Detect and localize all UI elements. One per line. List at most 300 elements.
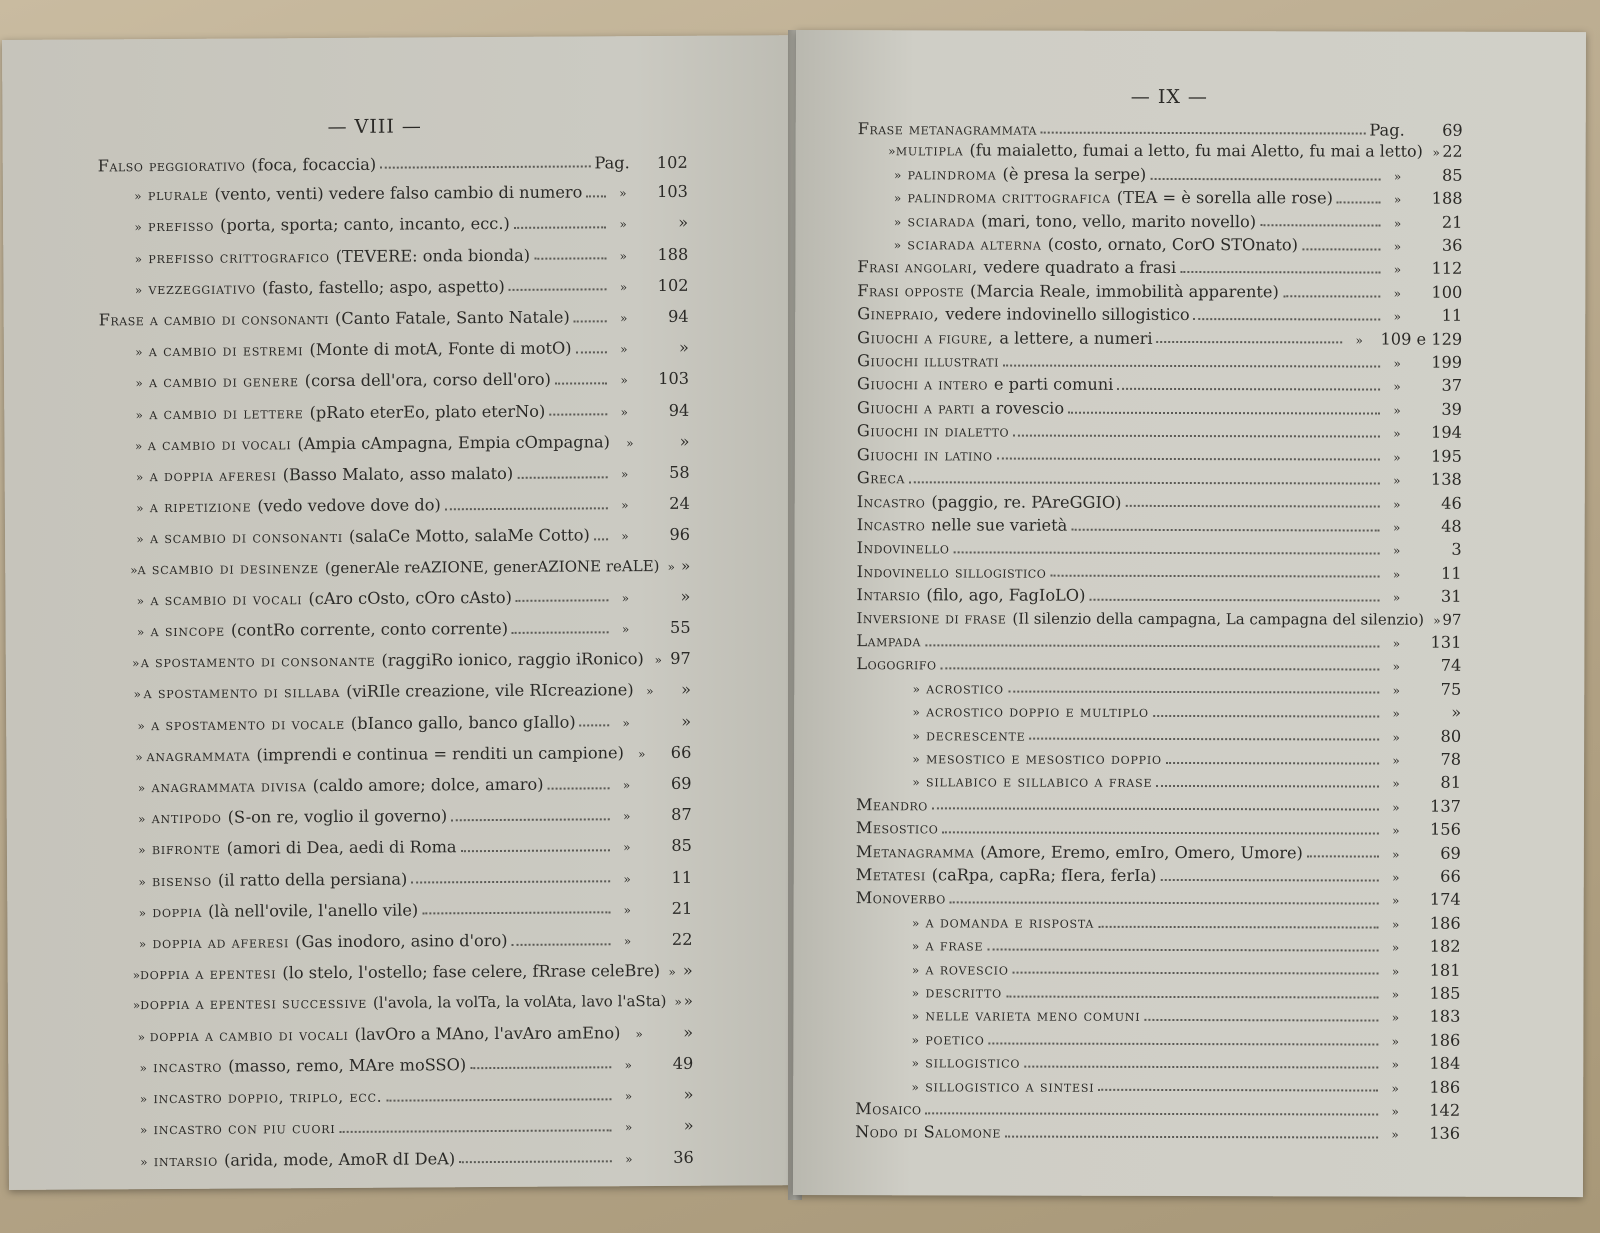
leader-dots: [1150, 177, 1380, 180]
ditto-mark: »: [1391, 1057, 1399, 1072]
index-entry: [857, 467, 1462, 492]
ditto-mark: »: [624, 1120, 633, 1135]
index-entry: [856, 771, 1461, 796]
entry-heading: poetico: [925, 1030, 985, 1049]
entry-heading: palindroma: [907, 165, 997, 184]
page-reference: 186: [1429, 1030, 1461, 1050]
ditto-mark: »: [1391, 987, 1400, 1002]
index-entry: [857, 233, 1462, 258]
leader-dots: [1117, 388, 1380, 391]
page-reference: 94: [668, 400, 690, 420]
entry-text: (Ampia cAmpagna, Empia cOmpagna): [297, 432, 611, 454]
page-reference: 11: [671, 867, 693, 887]
ditto-mark: »: [1432, 146, 1440, 161]
index-entry: [857, 280, 1462, 305]
leader-dots: [555, 382, 607, 384]
page-reference: 97: [1442, 610, 1462, 629]
ditto-mark: »: [139, 1061, 147, 1076]
ditto-mark: »: [623, 871, 631, 886]
index-entry: [98, 177, 688, 212]
page-reference: »: [683, 1116, 694, 1136]
page-reference: 156: [1429, 819, 1461, 839]
ditto-mark: »: [635, 1026, 643, 1041]
page-reference: »: [680, 556, 691, 575]
ditto-mark: »: [130, 562, 138, 577]
entry-text: (là nell'ovile, l'anello vile): [208, 900, 419, 921]
ditto-mark: »: [1393, 192, 1402, 207]
page-reference: 58: [668, 462, 690, 482]
leader-dots: [576, 351, 607, 353]
ditto-mark: »: [1392, 730, 1400, 745]
leader-dots: [1156, 785, 1379, 788]
page-reference: 66: [1440, 866, 1461, 886]
leader-dots: [1166, 762, 1379, 765]
ditto-mark: »: [135, 376, 143, 391]
page-reference: 69: [670, 773, 692, 793]
entry-heading: Giuochi a figure,: [857, 327, 994, 348]
entry-text: (amori di Dea, aedi di Roma: [226, 837, 457, 859]
entry-heading: sciarada: [907, 211, 976, 231]
ditto-mark: »: [1392, 823, 1400, 838]
ditto-mark: »: [1393, 403, 1401, 418]
index-entry: [100, 458, 690, 493]
page-reference: »: [681, 680, 692, 700]
entry-heading: sciarada alterna: [907, 235, 1042, 254]
ditto-mark: »: [1391, 917, 1400, 932]
page-reference: 102: [656, 152, 688, 173]
ditto-mark: »: [1393, 426, 1401, 441]
index-entry: [855, 1075, 1460, 1100]
index-entry: [101, 675, 691, 710]
leader-dots: [594, 538, 608, 540]
ditto-mark: »: [623, 809, 631, 824]
index-entry: [856, 958, 1461, 983]
index-entry: [857, 397, 1462, 422]
entry-text: (Monte di motA, Fonte di motO): [309, 338, 572, 360]
entry-heading: doppia: [152, 902, 203, 921]
index-entry: [103, 1017, 693, 1052]
ditto-mark: »: [136, 593, 145, 609]
entry-text: (Amore, Eremo, emIro, Omero, Umore): [980, 842, 1303, 862]
ditto-mark: »: [624, 1089, 633, 1104]
page-reference: 66: [670, 742, 692, 762]
ditto-mark: »: [1433, 613, 1441, 628]
entry-heading: Indovinello: [856, 538, 950, 558]
ditto-mark: »: [1392, 753, 1400, 768]
entry-text: (Canto Fatale, Santo Natale): [334, 307, 570, 328]
ditto-mark: »: [646, 684, 654, 699]
leader-dots: [1302, 248, 1380, 250]
ditto-mark: »: [621, 622, 630, 637]
ditto-mark: »: [1391, 1081, 1399, 1096]
entry-text: (raggiRo ionico, raggio iRonico): [381, 649, 644, 670]
entry-heading: a cambio di genere: [149, 372, 299, 392]
page-reference: 136: [1429, 1124, 1461, 1144]
entry-heading: palindroma crittografica: [907, 188, 1111, 208]
index-entry: [103, 987, 693, 1021]
entry-heading: Lampada: [856, 631, 921, 651]
leader-dots: [445, 507, 608, 510]
entry-heading: decrescente: [926, 725, 1026, 745]
index-entry: [855, 1005, 1460, 1030]
ditto-mark: »: [623, 903, 632, 918]
page-reference: »: [683, 992, 693, 1011]
ditto-mark: »: [912, 752, 920, 767]
leader-dots: [909, 481, 1380, 484]
page-reference: 80: [1440, 726, 1462, 746]
index-entry: [856, 817, 1461, 842]
page-reference: »: [682, 961, 693, 981]
leader-dots: [940, 667, 1379, 670]
index-entry: [856, 911, 1461, 936]
entry-text: (lavOro a MAno, l'avAro amEno): [354, 1022, 621, 1044]
entry-heading: Meandro: [855, 794, 928, 815]
entry-heading: a spostamento di sillaba: [143, 683, 341, 703]
index-entry: [856, 934, 1461, 959]
ditto-mark: »: [912, 682, 920, 697]
page-label: Pag.: [1369, 120, 1405, 140]
ditto-mark: »: [138, 906, 147, 921]
entry-text: (costo, ornato, CorO STOnato): [1047, 234, 1299, 255]
ditto-mark: »: [668, 965, 676, 980]
entry-heading: Metatesi: [855, 865, 926, 885]
index-entry: [856, 630, 1461, 655]
leader-dots: [586, 195, 606, 197]
ditto-mark: »: [134, 189, 142, 204]
leader-dots: [1050, 575, 1379, 578]
entry-heading: acrostico: [926, 679, 1004, 698]
entry-text: (fu maialetto, fumai a letto, fu mai Aletto, fu mai a letto): [969, 140, 1423, 162]
page-reference: 188: [1431, 188, 1463, 208]
index-entry: [104, 1111, 694, 1146]
entry-heading: a cambio di lettere: [149, 403, 304, 423]
entry-heading: anagrammata: [146, 746, 251, 765]
page-reference: 21: [671, 898, 693, 918]
ditto-mark: »: [1393, 380, 1401, 395]
entry-heading: a frase: [925, 936, 984, 955]
index-entry: [101, 769, 691, 804]
page-number: — IX —: [1130, 85, 1208, 109]
entry-text: (è presa la serpe): [1002, 164, 1147, 184]
ditto-mark: »: [622, 778, 631, 793]
ditto-mark: »: [1391, 1011, 1400, 1026]
ditto-mark: »: [136, 532, 144, 547]
entry-text: (pRato eterEo, plato eterNo): [309, 401, 546, 422]
leader-dots: [386, 1098, 611, 1101]
ditto-mark: »: [620, 342, 628, 357]
ditto-mark: »: [132, 968, 141, 983]
ditto-mark: »: [621, 498, 629, 513]
leader-dots: [1260, 225, 1380, 227]
page-label: Pag.: [594, 153, 630, 173]
ditto-mark: »: [1392, 776, 1400, 791]
leader-dots: [512, 631, 609, 634]
ditto-mark: »: [1392, 800, 1400, 815]
page-reference: 85: [1441, 165, 1463, 185]
entry-heading: a domanda e risposta: [925, 913, 1095, 932]
leader-dots: [1030, 738, 1380, 741]
ditto-mark: »: [137, 718, 145, 733]
index-entry: [857, 327, 1462, 352]
ditto-mark: »: [1392, 590, 1401, 605]
page-reference: 181: [1429, 960, 1461, 980]
ditto-mark: »: [619, 217, 627, 232]
index-entry: [98, 271, 688, 306]
ditto-mark: »: [619, 279, 628, 295]
leader-dots: [1153, 715, 1379, 718]
entry-heading: Greca: [856, 468, 905, 488]
ditto-mark: »: [893, 214, 902, 229]
index-entry: [98, 239, 688, 274]
index-entry: [100, 551, 690, 585]
index-entry: [856, 864, 1461, 889]
leader-dots: [932, 808, 1379, 811]
entry-text: (Il silenzio della campagna, La campagna del silenzio): [1012, 609, 1424, 629]
index-entry: [857, 514, 1462, 539]
leader-dots: [1005, 1136, 1378, 1139]
leader-dots: [1013, 435, 1380, 438]
page-reference: 69: [1440, 843, 1461, 863]
ditto-mark: »: [1355, 333, 1363, 348]
ditto-mark: »: [138, 937, 147, 952]
index-entry: [100, 582, 690, 617]
entry-heading: Giuochi a intero: [857, 374, 988, 394]
entry-text: (fasto, fastello; aspo, aspetto): [261, 276, 505, 298]
ditto-mark: »: [1392, 683, 1400, 698]
ditto-mark: »: [619, 311, 628, 326]
entry-heading: incastro con piu cuori: [153, 1119, 336, 1139]
entry-heading: Intarsio: [856, 585, 921, 605]
entry-text: a lettere, a numeri: [999, 328, 1153, 348]
index-entry: [857, 210, 1462, 235]
page-reference: 46: [1441, 493, 1462, 513]
page-reference: »: [680, 586, 691, 606]
index-entry: [856, 608, 1461, 632]
page-reference: 174: [1429, 890, 1461, 910]
entry-heading: a cambio di vocali: [147, 435, 292, 454]
ditto-mark: »: [619, 186, 627, 201]
index-entry: [99, 302, 689, 337]
entry-heading: nelle varieta meno comuni: [925, 1006, 1141, 1026]
entry-text: (foca, focaccia): [251, 154, 377, 175]
leader-dots: [459, 1160, 612, 1163]
leader-dots: [1098, 925, 1378, 928]
ditto-mark: »: [621, 529, 629, 544]
page-reference: 137: [1430, 796, 1461, 816]
entry-heading: Incastro: [856, 515, 926, 535]
ditto-mark: »: [1393, 169, 1402, 184]
entry-heading: Logogrifo: [856, 654, 937, 674]
entry-heading: Falso peggiorativo: [97, 155, 246, 176]
entry-heading: descritto: [925, 983, 1003, 1002]
leader-dots: [514, 226, 606, 229]
ditto-mark: »: [893, 238, 902, 253]
index-entry: [104, 1142, 694, 1177]
index-entry: [857, 537, 1462, 562]
ditto-mark: »: [1391, 1034, 1400, 1049]
index-entry: [856, 794, 1461, 819]
entry-text: (mari, tono, vello, marito novello): [981, 211, 1257, 231]
entry-heading: Giuochi in dialetto: [856, 421, 1010, 441]
index-entry: [856, 677, 1461, 702]
page-reference: 183: [1429, 1007, 1461, 1027]
page-reference: 87: [671, 805, 692, 825]
entry-heading: doppia ad aferesi: [152, 933, 290, 953]
ditto-mark: »: [911, 1079, 919, 1094]
ditto-mark: »: [667, 559, 675, 574]
entry-heading: Indovinello sillogistico: [856, 561, 1047, 582]
page-reference: 103: [656, 182, 688, 202]
index-entry: [857, 444, 1462, 469]
entry-text: (contRo corrente, conto corrente): [230, 618, 509, 640]
page-reference: 39: [1441, 399, 1463, 419]
entry-heading: Ginepraio,: [857, 304, 940, 324]
entry-heading: vezzeggiativo: [148, 279, 256, 298]
page-reference: 97: [670, 649, 691, 669]
page-reference: 3: [1451, 540, 1462, 560]
page-reference: 188: [657, 244, 689, 264]
ditto-mark: »: [1393, 497, 1401, 512]
entry-heading: multipla: [895, 141, 964, 160]
leader-dots: [1089, 599, 1379, 602]
page-reference: 102: [657, 275, 689, 295]
page-reference: 11: [1441, 305, 1463, 325]
entry-text: (cAro cOsto, cOro cAsto): [308, 587, 512, 608]
ditto-mark: »: [1392, 706, 1400, 721]
entry-heading: prefisso: [148, 217, 215, 236]
ditto-mark: »: [134, 251, 143, 266]
entry-heading: intarsio: [153, 1151, 219, 1170]
ditto-mark: »: [134, 282, 143, 298]
ditto-mark: »: [622, 715, 630, 730]
entry-text: (TEVERE: onda bionda): [335, 245, 531, 266]
ditto-mark: »: [136, 501, 144, 516]
index-entry: [856, 747, 1461, 772]
index-entry: [855, 1122, 1460, 1147]
leader-dots: [509, 289, 607, 292]
entry-heading: acrostico doppio e multiplo: [926, 702, 1149, 722]
entry-text: (generAle reAZIONE, generAZIONE reALE): [324, 556, 660, 577]
ditto-mark: »: [911, 939, 920, 954]
entry-text: (S-on re, voglio il governo): [227, 806, 448, 827]
index-entry: [99, 333, 689, 368]
index-entry: [855, 1098, 1460, 1123]
index-entry: [858, 118, 1463, 141]
entry-heading: a sincope: [150, 621, 225, 641]
index-entry: [858, 186, 1463, 211]
entry-heading: a scambio di consonanti: [149, 528, 344, 548]
index-entries: [98, 148, 694, 1177]
entry-text: (il ratto della persiana): [217, 869, 408, 890]
index-entry: [856, 700, 1461, 725]
index-entry: [856, 584, 1461, 609]
index-entry: [103, 956, 693, 991]
leader-dots: [997, 458, 1380, 461]
leader-dots: [1180, 271, 1380, 274]
leader-dots: [411, 881, 610, 884]
entry-heading: mesostico e mesostico doppio: [926, 749, 1162, 768]
page-reference: 96: [669, 525, 691, 545]
page-reference: 186: [1429, 1077, 1461, 1097]
entry-text: e parti comuni: [993, 374, 1114, 395]
leader-dots: [1125, 505, 1379, 508]
entry-heading: Mosaico: [855, 1099, 922, 1119]
index-entry: [857, 257, 1462, 282]
right-page: [793, 30, 1586, 1197]
entry-heading: Mesostico: [855, 818, 939, 838]
entry-text: vedere indovinello sillogistico: [945, 304, 1190, 325]
index-entry: [857, 491, 1462, 516]
index-entry: [102, 862, 692, 897]
entry-text: (vedo vedove dove do): [257, 495, 441, 516]
ditto-mark: »: [135, 750, 143, 765]
ditto-mark: »: [138, 812, 146, 827]
entry-heading: plurale: [147, 185, 209, 205]
page-reference: 21: [1441, 212, 1463, 232]
index-entry: [858, 140, 1463, 165]
ditto-mark: »: [140, 1154, 148, 1169]
entry-heading: Incastro: [856, 491, 926, 511]
ditto-mark: »: [1392, 567, 1401, 582]
entry-heading: a spostamento di vocale: [151, 714, 345, 734]
ditto-mark: »: [888, 144, 896, 159]
index-entry: [102, 800, 692, 835]
leader-dots: [1003, 364, 1380, 367]
ditto-mark: »: [1393, 309, 1401, 324]
page-reference: »: [679, 431, 690, 451]
leader-dots: [953, 551, 1379, 554]
leader-dots: [1337, 201, 1381, 203]
page-reference: 31: [1440, 586, 1462, 606]
entry-text: (paggio, re. PAreGGIO): [931, 491, 1122, 512]
ditto-mark: »: [132, 656, 140, 671]
index-entry: [855, 1051, 1460, 1076]
page-reference: 74: [1440, 656, 1462, 676]
entry-heading: Frasi opposte: [857, 281, 965, 301]
ditto-mark: »: [911, 986, 920, 1001]
index-entry: [857, 303, 1462, 328]
page-reference: »: [678, 213, 689, 233]
entry-text: (Gas inodoro, asino d'oro): [295, 931, 508, 952]
leader-dots: [1024, 1066, 1378, 1069]
entry-heading: sillogistico a sintesi: [925, 1076, 1095, 1096]
leader-dots: [1098, 1089, 1378, 1092]
ditto-mark: »: [911, 916, 920, 931]
page-reference: 100: [1431, 282, 1463, 302]
entry-text: (caldo amore; dolce, amaro): [312, 774, 544, 796]
entry-heading: incastro: [153, 1057, 223, 1076]
ditto-mark: »: [911, 1009, 920, 1024]
ditto-mark: »: [1393, 239, 1402, 254]
page-reference: 24: [669, 494, 690, 514]
entry-heading: incastro doppio, triplo, ecc.: [153, 1087, 383, 1108]
page-reference: 36: [673, 1147, 694, 1167]
ditto-mark: »: [623, 840, 631, 855]
page-reference: 11: [1440, 563, 1462, 583]
page-reference: 37: [1441, 376, 1463, 396]
leader-dots: [989, 1042, 1379, 1045]
index-entry: [855, 981, 1460, 1006]
ditto-mark: »: [134, 220, 142, 235]
ditto-mark: »: [1391, 1128, 1399, 1143]
ditto-mark: »: [1392, 870, 1400, 885]
page-reference: »: [678, 338, 689, 358]
leader-dots: [1283, 295, 1380, 297]
ditto-mark: »: [1393, 520, 1401, 535]
entry-heading: a scambio di desinenze: [137, 558, 319, 578]
page-reference: 186: [1429, 913, 1461, 933]
page-reference: 195: [1430, 446, 1462, 466]
